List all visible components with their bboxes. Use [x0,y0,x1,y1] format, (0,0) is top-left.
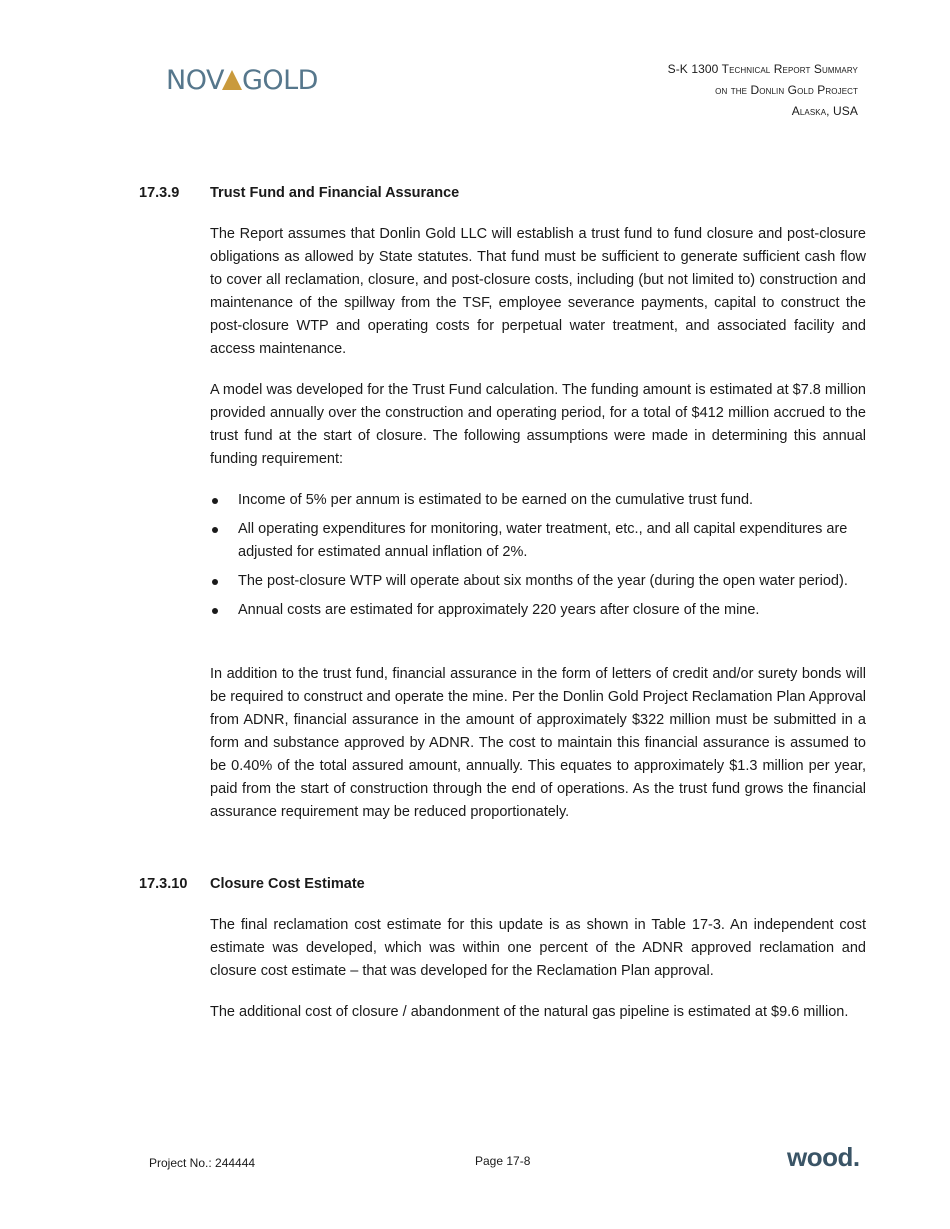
paragraph-trust-fund-model: A model was developed for the Trust Fund calculation. The funding amount is estimated at $7.8 million provided annually over the construction and operating period, for a total of $412 million accrued to the trust fund at the start of closure. The following assumptions were made in determining this annual funding requirement: [210,382,866,467]
section-heading-trust-fund [139,185,459,201]
logo-text-right: GOLD [241,65,318,96]
logo-text-left: NOV [166,65,224,96]
wood-logo [787,1142,860,1173]
wood-logo-text: wood [787,1142,853,1172]
list-item-text: Annual costs are estimated for approximately 220 years after closure of the mine. [238,602,760,618]
paragraph-pipeline-cost: The additional cost of closure / abandonment of the natural gas pipeline is estimated at $9.6 million. [210,1004,849,1020]
section-number: 17.3.9 [139,185,180,201]
paragraph-financial-assurance: In addition to the trust fund, financial assurance in the form of letters of credit and/or surety bonds will be required to construct and operate the mine. Per the Donlin Gold Project Reclamation Plan Approval from ADNR, financial assurance in the amount of approximately $322 million must be submitted in a form and substance approved by ADNR. The cost to maintain this financial assurance is assumed to be 0.40% of the total assured amount, annually. This equates to approximately $1.3 million per year, paid from the start of construction through the end of operations. As the trust fund grows the financial assurance requirement may be reduced proportionately. [210,666,866,820]
list-item [210,599,866,622]
bullet-icon [212,527,218,533]
list-item-text: Income of 5% per annum is estimated to be earned on the cumulative trust fund. [238,492,754,508]
list-item-text: The post-closure WTP will operate about six months of the year (during the open water period). [238,573,848,589]
project-number: Project No.: 244444 [149,1156,256,1170]
wood-logo-period: . [852,1142,860,1172]
section-title: Closure Cost Estimate [210,876,365,892]
page-number: Page 17-8 [475,1154,531,1168]
logo-triangle-icon [222,70,242,90]
report-title-block [668,59,858,122]
novagold-logo [166,64,318,98]
paragraph-closure-cost-estimate: The final reclamation cost estimate for this update is as shown in Table 17-3. An independent cost estimate was developed, which was within one percent of the ADNR approved reclamation and closure cost estimate – that was developed for the Reclamation Plan approval. [210,917,866,979]
list-item-text: All operating expenditures for monitoring, water treatment, etc., and all capital expenditures are adjusted for estimated annual inflation of 2%. [238,521,848,560]
list-item [210,570,866,593]
section-heading-closure-cost [139,876,365,892]
paragraph-trust-fund: The Report assumes that Donlin Gold LLC will establish a trust fund to fund closure and post-closure obligations as allowed by State statutes. That fund must be sufficient to generate sufficient cash flow to cover all reclamation, closure, and post-closure costs, including (but not limited to) construction and maintenance of the spillway from the TSF, employee severance payments, capital to construct the post-closure WTP and operating costs for perpetual water treatment, and associated facility and access maintenance. [210,226,866,357]
report-title-line2: on the Donlin Gold Project [715,83,858,97]
list-item [210,518,866,564]
report-title-line3: Alaska, USA [791,104,858,118]
assumptions-list [210,489,866,628]
bullet-icon [212,579,218,585]
list-item [210,489,866,512]
section-number: 17.3.10 [139,876,188,892]
bullet-icon [212,608,218,614]
section-title: Trust Fund and Financial Assurance [210,185,460,201]
report-title-line1: S-K 1300 Technical Report Summary [667,62,858,76]
bullet-icon [212,498,218,504]
